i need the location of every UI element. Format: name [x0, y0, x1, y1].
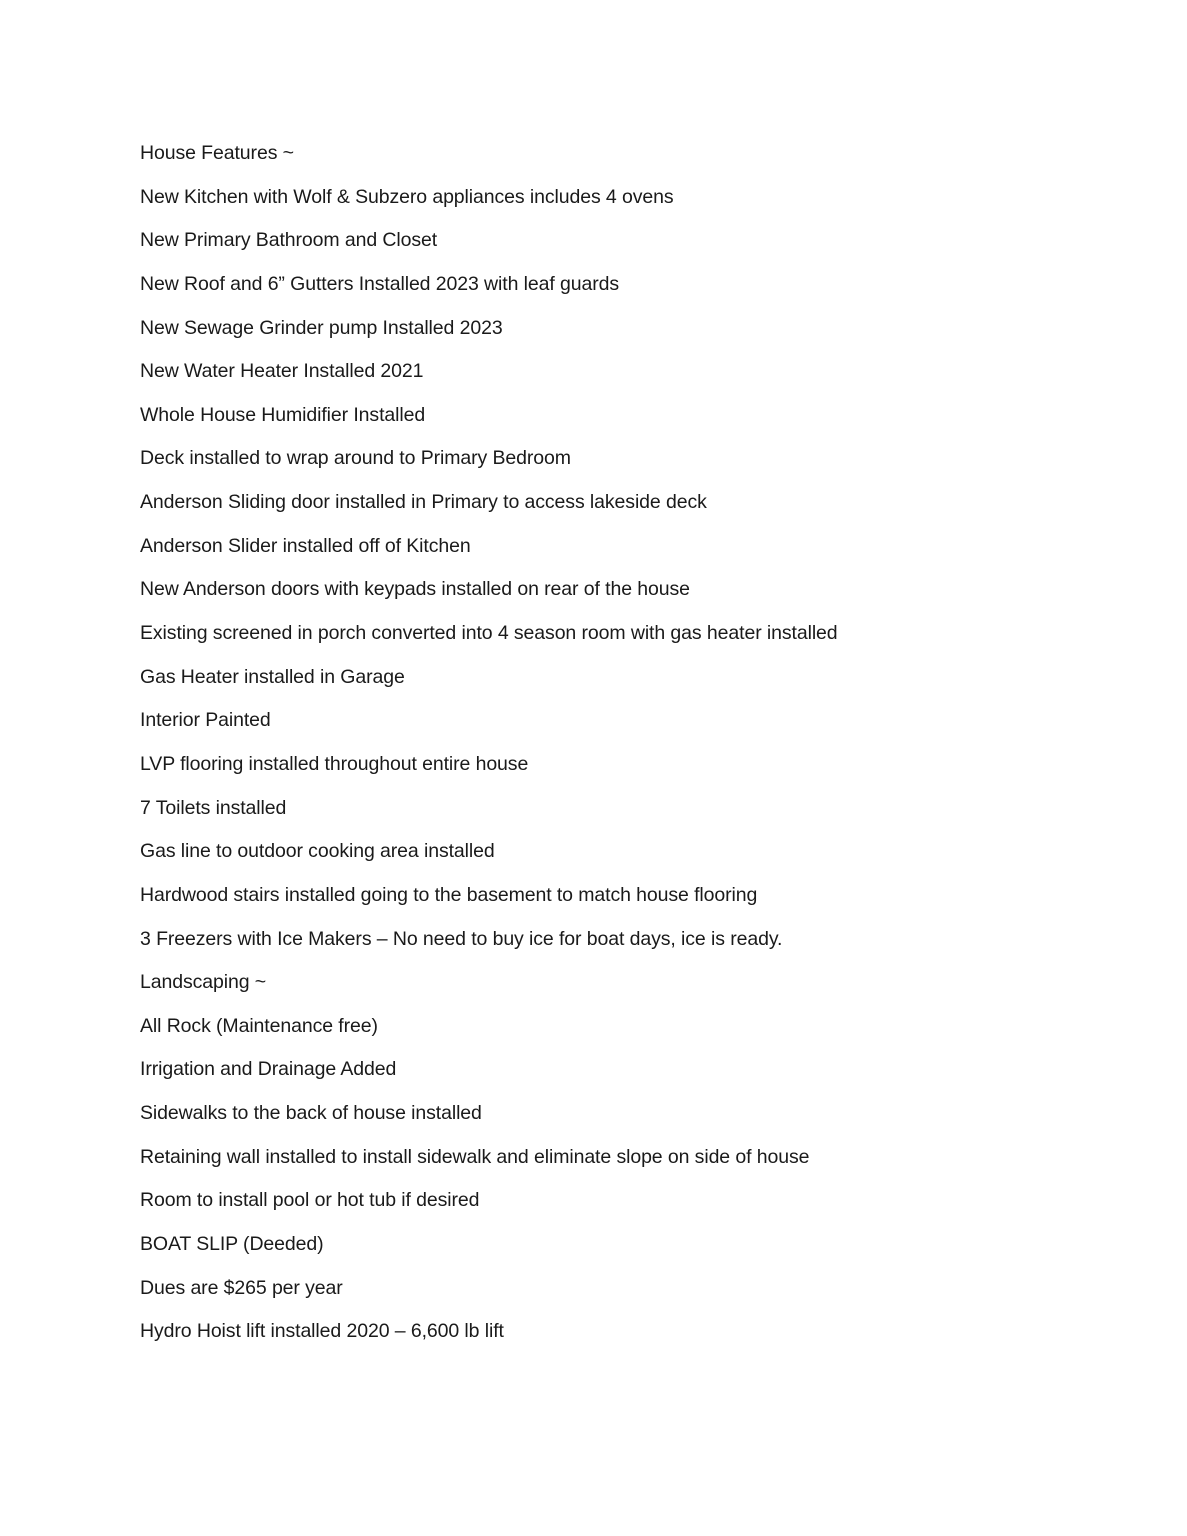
list-item: Whole House Humidifier Installed [140, 403, 426, 426]
list-item: 3 Freezers with Ice Makers – No need to buy ice for boat days, ice is ready. [140, 927, 783, 950]
list-item: New Water Heater Installed 2021 [140, 360, 424, 383]
list-item: Room to install pool or hot tub if desired [140, 1189, 480, 1212]
list-item: New Sewage Grinder pump Installed 2023 [140, 316, 503, 339]
list-item: Irrigation and Drainage Added [140, 1058, 397, 1081]
list-item: Hydro Hoist lift installed 2020 – 6,600 lb lift [140, 1320, 504, 1343]
list-item: New Roof and 6” Gutters Installed 2023 with leaf guards [140, 272, 620, 295]
list-item: Existing screened in porch converted into 4 season room with gas heater installed [140, 622, 838, 645]
list-item: New Anderson doors with keypads installed on rear of the house [140, 578, 690, 601]
list-item: New Primary Bathroom and Closet [140, 229, 438, 252]
list-item: Interior Painted [140, 709, 271, 732]
list-item: Anderson Sliding door installed in Primary to access lakeside deck [140, 491, 707, 514]
list-item: LVP flooring installed throughout entire house [140, 752, 529, 775]
list-item: Retaining wall installed to install sidewalk and eliminate slope on side of house [140, 1145, 810, 1168]
section-heading-house-features: House Features ~ [140, 142, 294, 164]
list-item: Deck installed to wrap around to Primary Bedroom [140, 447, 571, 470]
list-item-boat-slip: BOAT SLIP (Deeded) [140, 1233, 324, 1256]
list-item: 7 Toilets installed [140, 796, 287, 819]
list-item: All Rock (Maintenance free) [140, 1014, 378, 1037]
list-item: Dues are $265 per year [140, 1276, 343, 1299]
list-item: Gas Heater installed in Garage [140, 665, 405, 688]
list-item: Anderson Slider installed off of Kitchen [140, 534, 471, 557]
feature-list [140, 140, 838, 1362]
list-item: Gas line to outdoor cooking area installed [140, 840, 495, 863]
section-heading-landscaping: Landscaping ~ [140, 971, 267, 994]
list-item: Sidewalks to the back of house installed [140, 1102, 482, 1125]
list-item: Hardwood stairs installed going to the basement to match house flooring [140, 883, 758, 906]
list-item: New Kitchen with Wolf & Subzero appliances includes 4 ovens [140, 185, 674, 208]
